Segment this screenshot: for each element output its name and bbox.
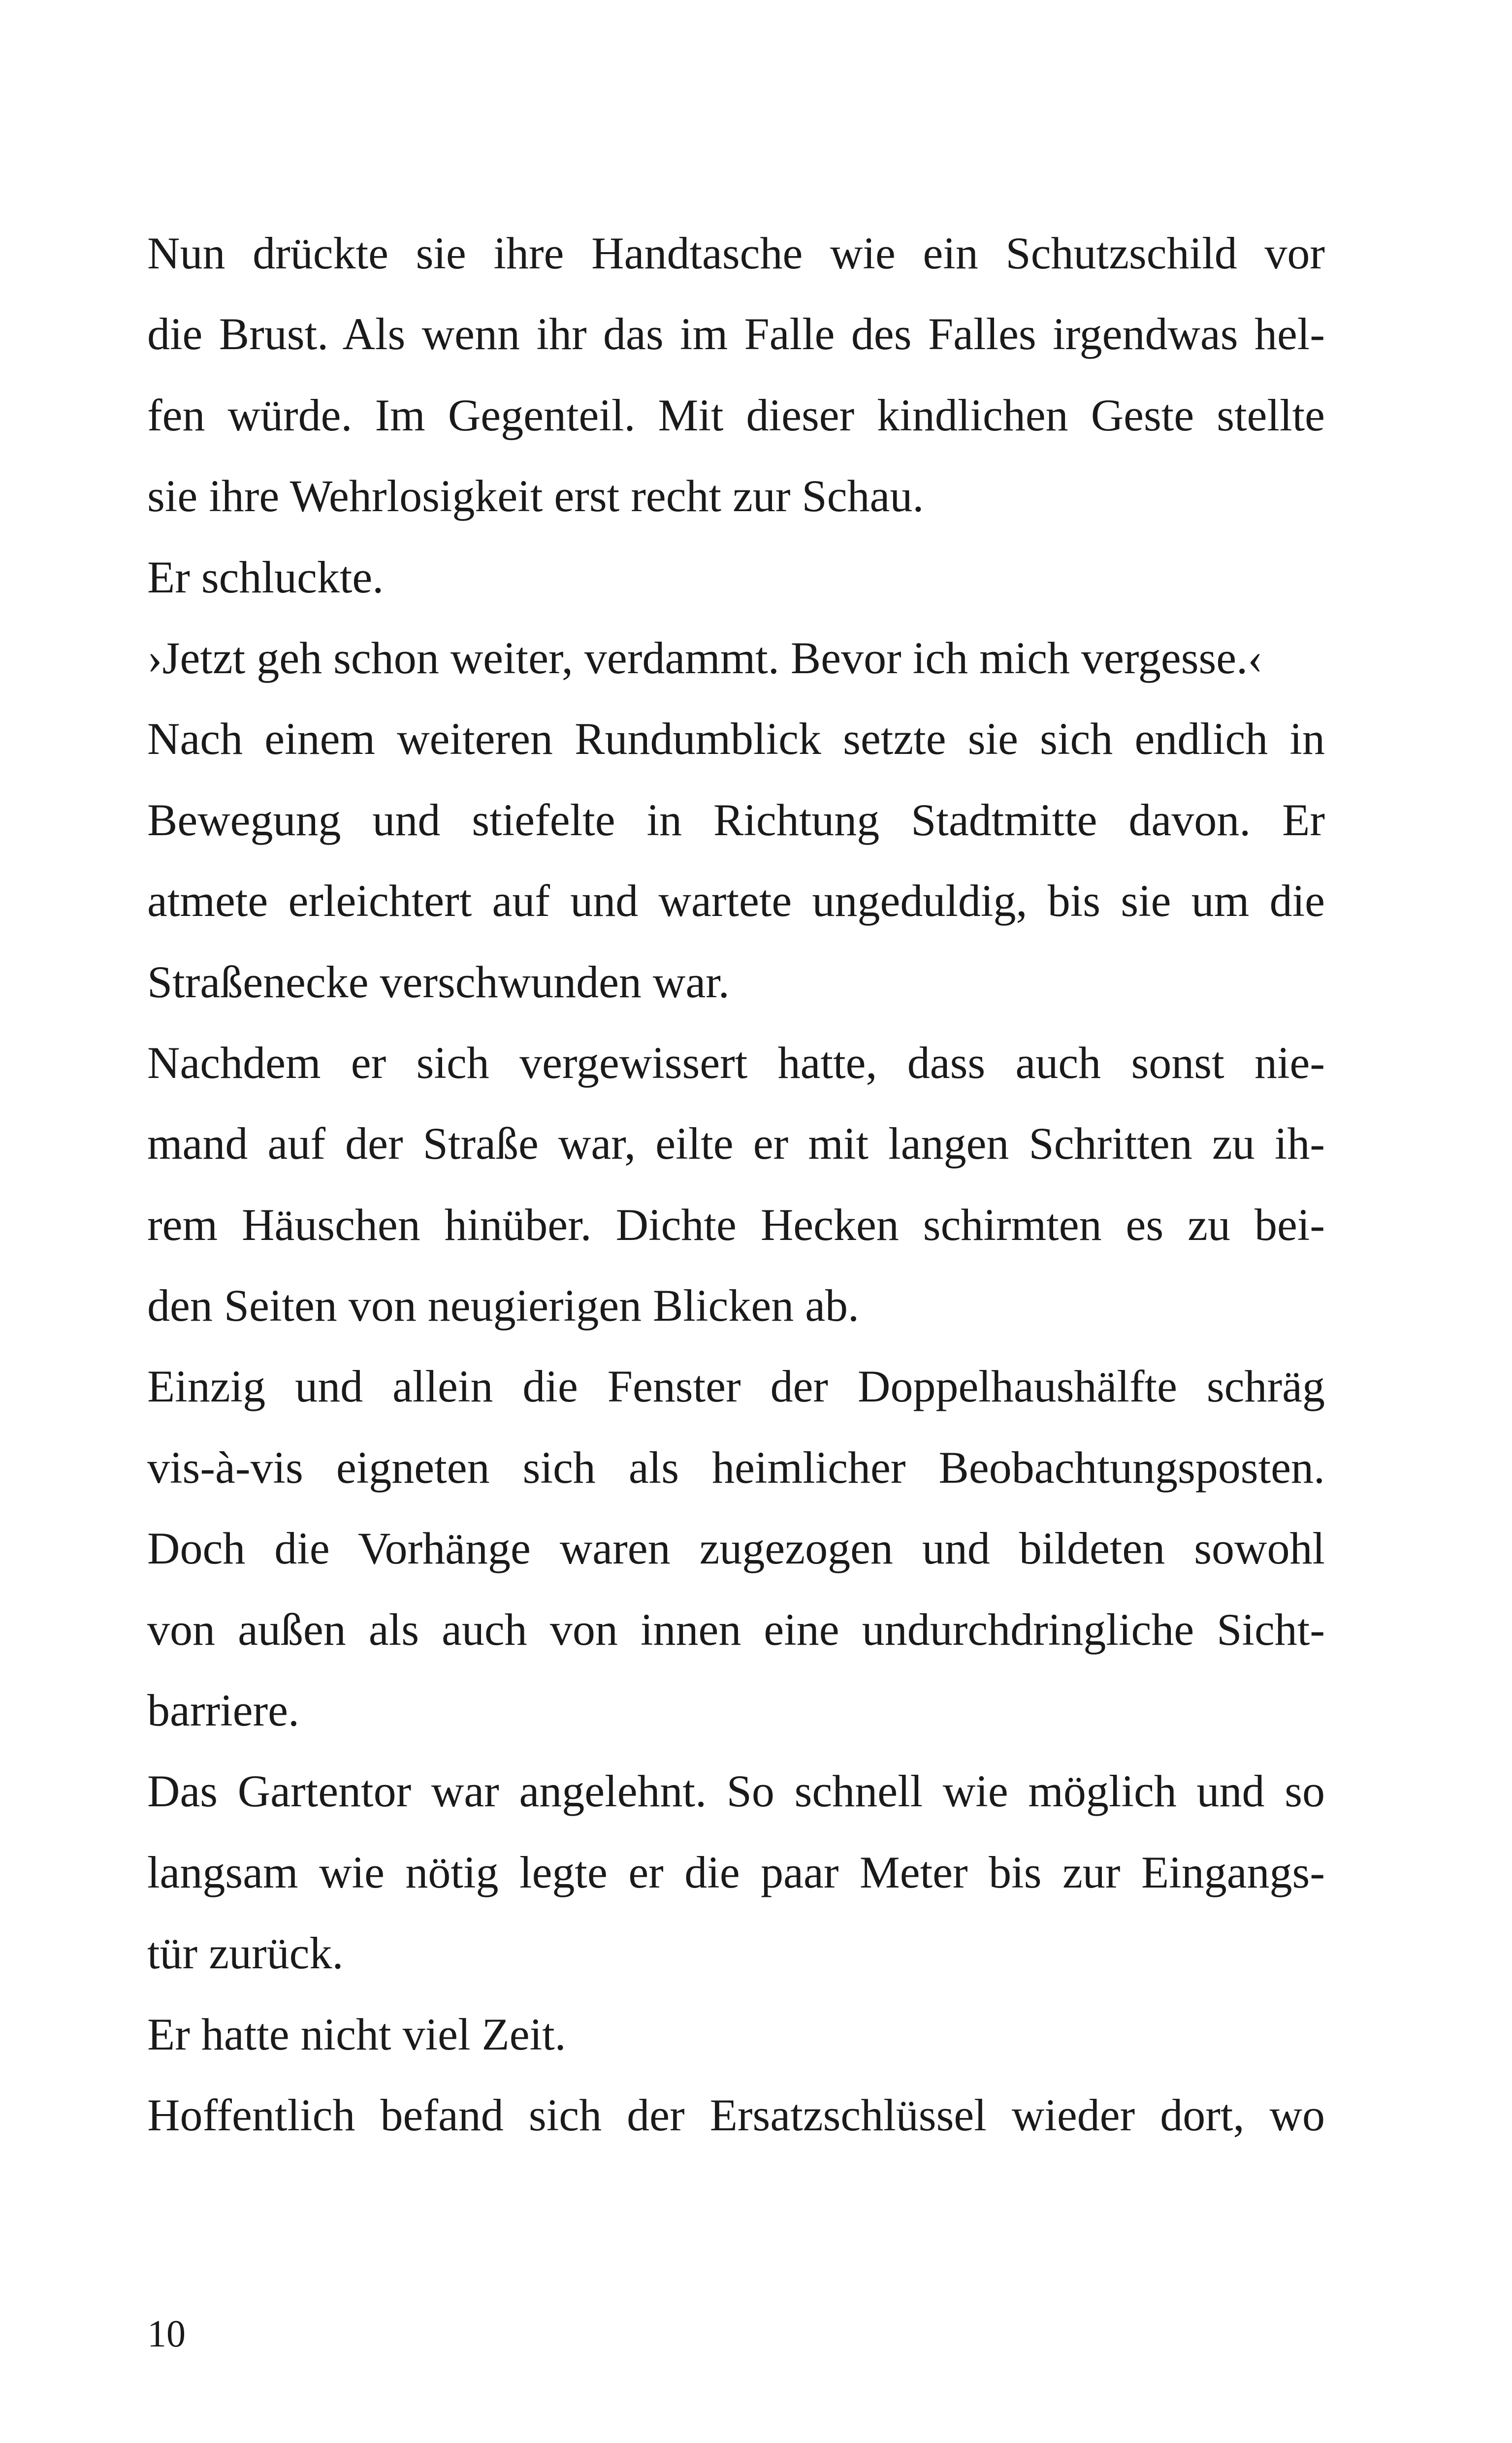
text-line: Straßenecke verschwunden war. (147, 956, 730, 1007)
text-line: Nun drückte sie ihre Handtasche wie ein Schutzschild vor (147, 228, 1325, 278)
text-line: barriere. (147, 1685, 299, 1736)
text-line: Nach einem weiteren Rundumblick setzte sie sich endlich in (147, 714, 1325, 764)
text-line: Das Gartentor war angelehnt. So schnell wie möglich und so (147, 1766, 1325, 1817)
text-line: Einzig und allein die Fenster der Doppelhaushälfte schräg (147, 1361, 1325, 1412)
text-line: atmete erleichtert auf und wartete ungeduldig, bis sie um die (147, 876, 1325, 926)
text-line: von außen als auch von innen eine undurchdringliche Sicht- (147, 1604, 1325, 1655)
text-line: Nachdem er sich vergewissert hatte, dass auch sonst nie- (147, 1037, 1325, 1088)
text-line: tür zurück. (147, 1928, 344, 1979)
text-line: langsam wie nötig legte er die paar Meter bis zur Eingangs- (147, 1847, 1325, 1897)
text-line: Hoffentlich befand sich der Ersatzschlüssel wieder dort, wo (147, 2089, 1325, 2140)
body-text (147, 230, 1325, 2173)
text-line: Bewegung und stiefelte in Richtung Stadtmitte davon. Er (147, 794, 1325, 845)
text-line: vis-à-vis eigneten sich als heimlicher Beobachtungsposten. (147, 1442, 1325, 1493)
text-line: rem Häuschen hinüber. Dichte Hecken schirmten es zu bei- (147, 1199, 1325, 1250)
text-line: ›Jetzt geh schon weiter, verdammt. Bevor ich mich vergesse.‹ (147, 632, 1263, 683)
text-line: Er hatte nicht viel Zeit. (147, 2009, 566, 2059)
text-line: fen würde. Im Gegenteil. Mit dieser kindlichen Geste stellte (147, 390, 1325, 440)
page-number: 10 (147, 2312, 186, 2355)
text-line: mand auf der Straße war, eilte er mit langen Schritten zu ih- (147, 1118, 1325, 1169)
text-line: die Brust. Als wenn ihr das im Falle des Falles irgendwas hel- (147, 309, 1325, 359)
text-line: sie ihre Wehrlosigkeit erst recht zur Schau. (147, 471, 924, 521)
text-line: Er schluckte. (147, 552, 384, 602)
text-line: den Seiten von neugierigen Blicken ab. (147, 1280, 860, 1331)
text-line: Doch die Vorhänge waren zugezogen und bildeten sowohl (147, 1523, 1325, 1574)
